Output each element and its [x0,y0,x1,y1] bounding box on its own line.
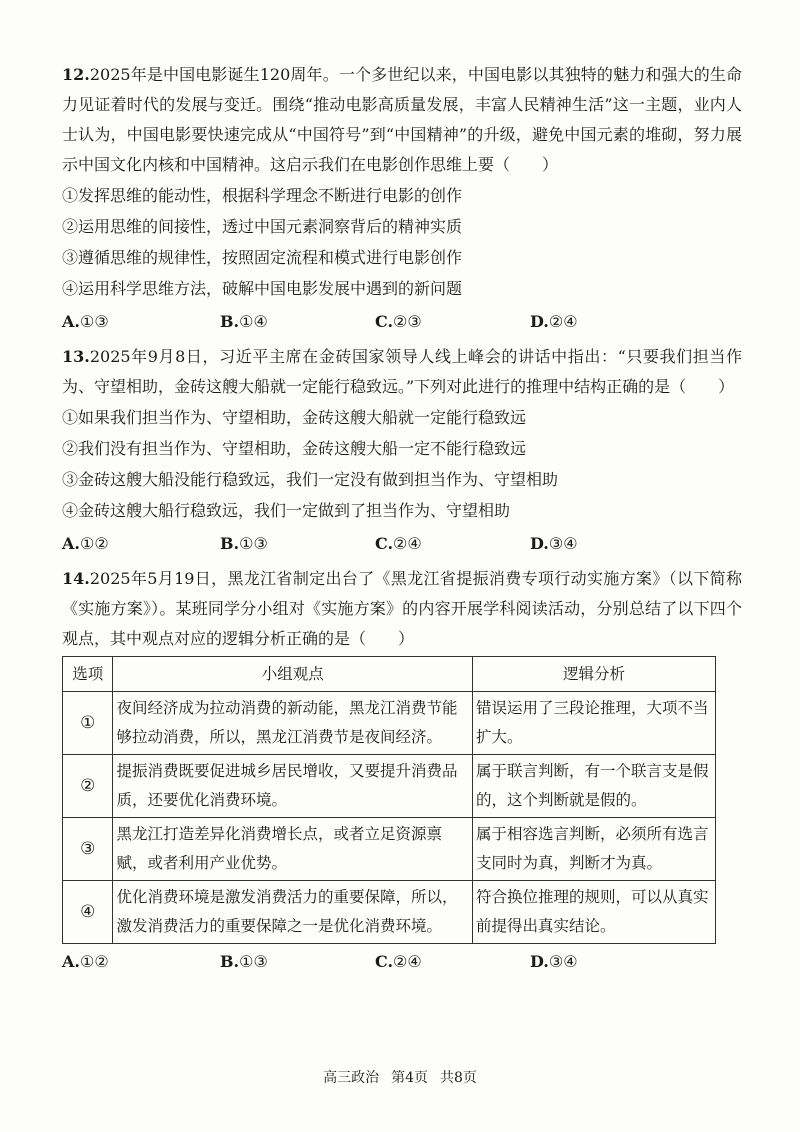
page-footer [0,1068,800,1088]
statement-4: ④金砖这艘大船行稳致远，我们一定做到了担当作为、守望相助 [62,501,511,520]
statement-2: ②运用思维的间接性，透过中国元素洞察背后的精神实质 [62,217,463,236]
question-stem [62,60,742,180]
footer-page: 第4页 [391,1070,428,1086]
choice-b: B.①③ [220,952,268,971]
statement-1: ①如果我们担当作为、守望相助，金砖这艘大船就一定能行稳致远 [62,408,527,427]
table-row [63,755,716,818]
header-view: 小组观点 [113,657,473,692]
exam-page [62,60,742,982]
row-logic: 符合换位推理的规则，可以从真实前提得出真实结论。 [473,881,716,944]
question-number: 14. [62,569,90,588]
table-row [63,818,716,881]
statement-1: ①发挥思维的能动性，根据科学理念不断进行电影的创作 [62,186,463,205]
choice-c: C.②④ [375,534,422,553]
question-text: 2025年9月8日，习近平主席在金砖国家领导人线上峰会的讲话中指出：“只要我们担当作为、守望相助，金砖这艘大船就一定能行稳致远。”下列对此进行的推理中结构正确的是（ ） [62,347,742,396]
row-option: ① [63,692,113,755]
choice-a: A.①② [62,952,109,971]
question-text: 2025年5月19日，黑龙江省制定出台了《黑龙江省提振消费专项行动实施方案》（以下简称《实施方案》）。某班同学分小组对《实施方案》的内容开展学科阅读活动，分别总结了以下四个观点，其中观点对应的逻辑分析正确的是（ ） [62,569,742,648]
question-stem [62,342,742,402]
row-view: 提振消费既要促进城乡居民增收，又要提升消费品质，还要优化消费环境。 [113,755,473,818]
answer-choices [62,306,742,338]
choice-c: C.②④ [375,952,422,971]
answer-choices [62,528,742,560]
row-option: ② [63,755,113,818]
choice-a: A.①② [62,534,109,553]
question-14 [62,564,742,978]
table-header-row [63,657,716,692]
question-12 [62,60,742,338]
question-number: 12. [62,65,90,84]
statement-3: ③金砖这艘大船没能行稳致远，我们一定没有做到担当作为、守望相助 [62,470,559,489]
row-logic: 属于联言判断，有一个联言支是假的，这个判断就是假的。 [473,755,716,818]
question-number: 13. [62,347,90,366]
analysis-table [62,656,716,944]
choice-d: D.②④ [530,312,578,331]
question-13 [62,342,742,560]
question-stem [62,564,742,654]
footer-total: 共8页 [440,1070,477,1086]
choice-a: A.①③ [62,312,109,331]
statement-3: ③遵循思维的规律性，按照固定流程和模式进行电影创作 [62,248,463,267]
table-row [63,692,716,755]
row-logic: 属于相容选言判断，必须所有选言支同时为真，判断才为真。 [473,818,716,881]
row-view: 夜间经济成为拉动消费的新动能，黑龙江消费节能够拉动消费，所以，黑龙江消费节是夜间经济。 [113,692,473,755]
choice-d: D.③④ [530,534,578,553]
row-view: 黑龙江打造差异化消费增长点，或者立足资源禀赋，或者利用产业优势。 [113,818,473,881]
choice-d: D.③④ [530,952,578,971]
footer-subject: 高三政治 [323,1070,380,1086]
row-option: ③ [63,818,113,881]
answer-choices [62,946,742,978]
choice-b: B.①③ [220,534,268,553]
row-view: 优化消费环境是激发消费活力的重要保障，所以，激发消费活力的重要保障之一是优化消费环境。 [113,881,473,944]
header-option: 选项 [63,657,113,692]
table-row [63,881,716,944]
statement-2: ②我们没有担当作为、守望相助，金砖这艘大船一定不能行稳致远 [62,439,527,458]
row-logic: 错误运用了三段论推理，大项不当扩大。 [473,692,716,755]
choice-b: B.①④ [220,312,268,331]
header-logic: 逻辑分析 [473,657,716,692]
choice-c: C.②③ [375,312,422,331]
row-option: ④ [63,881,113,944]
statement-4: ④运用科学思维方法，破解中国电影发展中遇到的新问题 [62,279,463,298]
question-text: 2025年是中国电影诞生120周年。一个多世纪以来，中国电影以其独特的魅力和强大的生命力见证着时代的发展与变迁。围绕“推动电影高质量发展，丰富人民精神生活”这一主题，业内人士认为，中国电影要快速完成从“中国符号”到“中国精神”的升级，避免中国元素的堆砌，努力展示中国文化内核和中国精神。这启示我们在电影创作思维上要（ ） [62,65,742,174]
